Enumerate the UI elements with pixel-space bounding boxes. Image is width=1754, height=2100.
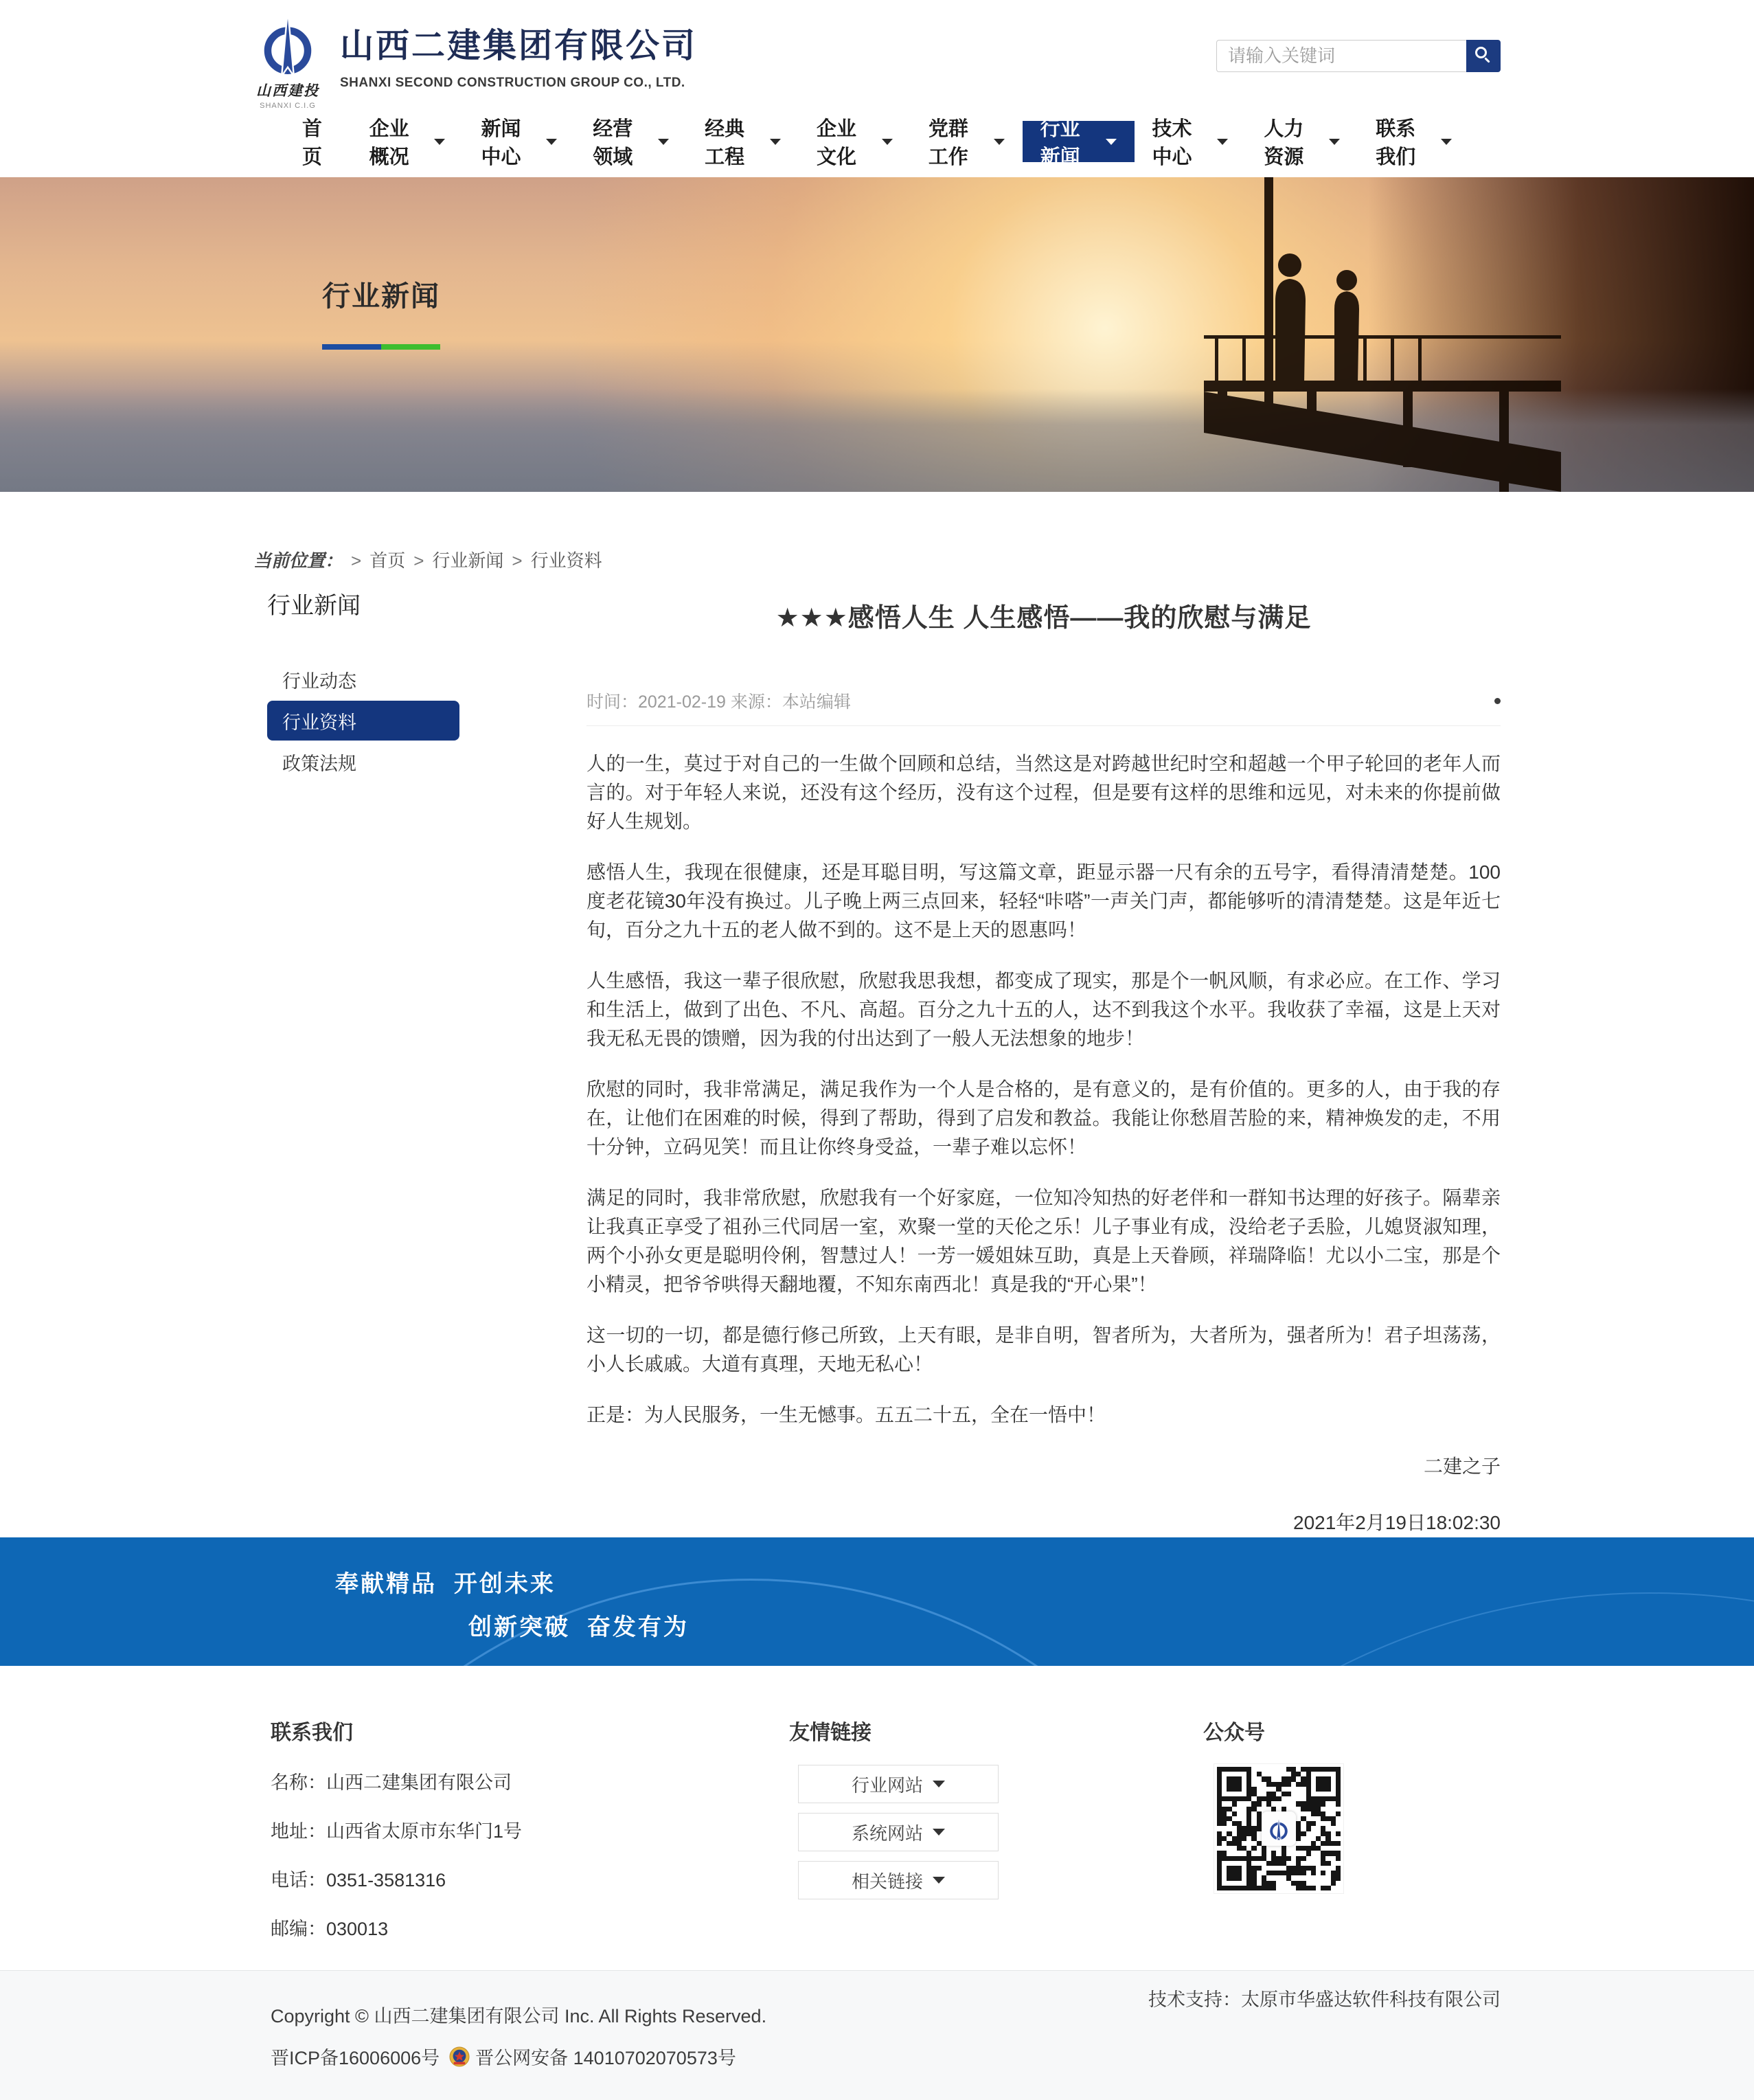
sidebar-item[interactable] xyxy=(267,701,459,741)
footer-link-dropdown-label: 相关链接 xyxy=(851,1871,923,1892)
article-paragraph: 人的一生，莫过于对自己的一生做个回顾和总结，当然这是对跨越世纪时空和超越一个甲子轮回的老年人而言的。对于年轻人来说，还没有这个经历，没有这个过程，但是要有这样的思维和远见，对未来的你提前做好人生规划。 xyxy=(586,753,1501,832)
footer xyxy=(0,1666,1754,1970)
site-header xyxy=(0,0,1754,177)
article-paragraph: 这一切的一切，都是德行修己所致，上天有眼，是非自明，智者所为，大者所为，强者所为！君子坦荡荡，小人长戚戚。大道有真理，天地无私心！ xyxy=(586,1324,1501,1375)
footer-link-dropdown[interactable] xyxy=(798,1813,999,1851)
title-underline xyxy=(322,344,440,350)
nav-item[interactable] xyxy=(1023,118,1135,168)
bottom-bar xyxy=(0,1970,1754,2100)
slogan-line-2: 创新突破 奋发有为 xyxy=(468,1614,689,1640)
police-record-link[interactable]: 晋公网安备 14010702070573号 xyxy=(475,2048,736,2068)
underline-green xyxy=(381,344,440,350)
footer-qr xyxy=(1203,1715,1344,1941)
sidebar-item-label: 行业资料 xyxy=(282,712,356,733)
qr-code xyxy=(1214,1763,1344,1894)
footer-qr-title: 公众号 xyxy=(1203,1721,1265,1744)
company-logo-icon xyxy=(259,10,317,78)
breadcrumb-item xyxy=(343,550,405,571)
search-icon xyxy=(1475,47,1487,58)
sidebar-item[interactable] xyxy=(267,659,459,699)
nav-item[interactable] xyxy=(575,118,687,168)
article-paragraph: 人生感悟，我这一辈子很欣慰，欣慰我思我想，都变成了现实，那是个一帆风顺，有求必应。在工作、学习和生活上，做到了出色、不凡、高超。百分之九十五的人，达不到我这个水平。我收获了幸福，这是上天对我无私无畏的馈赠，因为我的付出达到了一般人无法想象的地步！ xyxy=(586,970,1501,1049)
breadcrumb-item xyxy=(503,550,602,571)
divider xyxy=(586,725,1501,726)
chevron-down-icon xyxy=(434,139,445,145)
contact-line: 邮编：030013 xyxy=(271,1919,389,1939)
nav-item-label: 技术中心 xyxy=(1152,118,1192,168)
breadcrumb-label: 当前位置： xyxy=(253,550,343,571)
chevron-down-icon xyxy=(994,139,1005,145)
article-paragraph: 满足的同时，我非常欣慰，欣慰我有一个好家庭，一位知冷知热的好老伴和一群知书达理的好孩子。隔辈亲让我真正享受了祖孙三代同居一室，欢聚一堂的天伦之乐！儿子事业有成，没给老子丢脸，儿媳贤淑知理，两个小孙女更是聪明伶俐，智慧过人！一芳一媛姐妹互助，真是上天眷顾，祥瑞降临！尤以小二宝，那是个小精灵，把爷爷哄得天翻地覆，不知东南西北！真是我的“开心果”！ xyxy=(586,1187,1501,1295)
search-bar xyxy=(1216,40,1501,72)
article-paragraph: 感悟人生，我现在很健康，还是耳聪目明，写这篇文章，距显示器一尺有余的五号字，看得清清楚楚。100度老花镜30年没有换过。儿子晚上两三点回来，轻轻“咔嗒”一声关门声，都能够听的清清楚楚。这是年近七旬，百分之九十五的老人做不到的。这不是上天的恩惠吗！ xyxy=(586,861,1501,940)
contact-line: 名称：山西二建集团有限公司 xyxy=(271,1772,512,1793)
breadcrumb-item xyxy=(405,550,503,571)
sidebar-item[interactable] xyxy=(267,742,459,782)
police-badge-icon xyxy=(449,2046,470,2067)
tech-support: 技术支持：太原市华盛达软件科技有限公司 xyxy=(1148,1989,1501,2010)
footer-link-dropdown-label: 系统网站 xyxy=(851,1822,923,1844)
nav-item-label: 经典工程 xyxy=(705,118,745,168)
article-meta: 时间：2021-02-19 来源：本站编辑 xyxy=(586,692,851,712)
nav-item[interactable] xyxy=(1246,118,1358,168)
article-title: ★★★感悟人生 人生感悟——我的欣慰与满足 xyxy=(775,604,1312,633)
nav-item-label: 联系我们 xyxy=(1376,118,1416,168)
nav-item-label: 企业文化 xyxy=(816,118,856,168)
breadcrumb-link[interactable]: 行业新闻 xyxy=(432,550,504,571)
nav-item-label: 人力资源 xyxy=(1264,118,1304,168)
sidebar xyxy=(267,591,459,783)
nav-item-label: 首页 xyxy=(302,118,323,168)
dot-icon xyxy=(1494,698,1501,704)
nav-item-label: 经营领域 xyxy=(593,118,633,168)
search-button[interactable] xyxy=(1466,40,1501,72)
contact-line: 电话：0351-3581316 xyxy=(271,1870,446,1890)
nav-item[interactable] xyxy=(799,118,911,168)
footer-link-dropdown[interactable] xyxy=(798,1765,999,1803)
chevron-down-icon xyxy=(770,139,781,145)
breadcrumb-separator: > xyxy=(413,550,424,571)
search-input[interactable] xyxy=(1216,40,1466,72)
sidebar-menu xyxy=(267,659,459,782)
nav-item[interactable] xyxy=(687,118,799,168)
footer-links xyxy=(789,1715,1002,1941)
logo-caption: SHANXI C.I.G xyxy=(260,102,316,110)
article-datetime: 2021年2月19日18:02:30 xyxy=(1293,1512,1501,1533)
chevron-down-icon xyxy=(933,1877,945,1884)
nav-item[interactable] xyxy=(463,118,575,168)
chevron-down-icon xyxy=(1106,139,1117,145)
footer-link-dropdown[interactable] xyxy=(798,1861,999,1899)
nav-item[interactable] xyxy=(284,118,352,168)
article-paragraph: 正是：为人民服务，一生无憾事。五五二十五，全在一悟中！ xyxy=(586,1404,1106,1425)
page-title: 行业新闻 xyxy=(322,280,440,312)
footer-contact-title: 联系我们 xyxy=(271,1721,353,1744)
company-logo-icon xyxy=(253,10,322,110)
nav-item[interactable] xyxy=(1358,118,1470,168)
breadcrumb-link[interactable]: 行业资料 xyxy=(530,550,602,571)
chevron-down-icon xyxy=(1217,139,1228,145)
nav-item[interactable] xyxy=(911,118,1023,168)
breadcrumb-separator: > xyxy=(512,550,523,571)
chevron-down-icon xyxy=(1329,139,1340,145)
nav-item-label: 新闻中心 xyxy=(481,118,521,168)
icp-link[interactable]: 晋ICP备16006006号 xyxy=(271,2048,440,2068)
sidebar-title: 行业新闻 xyxy=(267,593,361,619)
sidebar-item-label: 行业动态 xyxy=(282,670,356,692)
company-logo-icon xyxy=(1268,1816,1289,1842)
footer-contact xyxy=(271,1715,655,1941)
nav-item[interactable] xyxy=(352,118,464,168)
chevron-down-icon xyxy=(933,1781,945,1787)
site-logo[interactable] xyxy=(253,10,697,110)
article-body xyxy=(586,749,1501,1430)
logo-calligraphy: 山西建投 xyxy=(256,83,319,99)
sidebar-item-label: 政策法规 xyxy=(282,753,356,774)
footer-link-dropdown-label: 行业网站 xyxy=(851,1774,923,1796)
page-banner xyxy=(0,177,1754,492)
chevron-down-icon xyxy=(933,1829,945,1836)
contact-line: 地址：山西省太原市东华门1号 xyxy=(271,1821,523,1842)
copyright-text: Copyright © 山西二建集团有限公司 Inc. All Rights Reserved. xyxy=(271,2006,767,2026)
chevron-down-icon xyxy=(882,139,893,145)
article-signature: 二建之子 xyxy=(1423,1456,1501,1477)
nav-item-label: 行业新闻 xyxy=(1040,118,1080,168)
qr-center-logo xyxy=(1262,1811,1296,1846)
nav-item-label: 党群工作 xyxy=(928,118,968,168)
chevron-down-icon xyxy=(658,139,669,145)
breadcrumb-separator: > xyxy=(351,550,362,571)
article-paragraph: 欣慰的同时，我非常满足，满足我作为一个人是合格的，是有意义的，是有价值的。更多的人，由于我的存在，让他们在困难的时候，得到了帮助，得到了启发和教益。我能让你愁眉苦脸的来，精神焕发的走，不用十分钟，立码见笑！而且让你终身受益，一辈子难以忘怀！ xyxy=(586,1079,1501,1158)
chevron-down-icon xyxy=(1441,139,1452,145)
underline-blue xyxy=(322,344,381,350)
slogan-line-1: 奉献精品 开创未来 xyxy=(335,1571,556,1597)
nav-item-label: 企业概况 xyxy=(369,118,409,168)
article xyxy=(586,591,1501,1535)
footer-links-title: 友情链接 xyxy=(789,1721,872,1744)
breadcrumb-link[interactable]: 首页 xyxy=(369,550,406,571)
company-name: 山西二建集团有限公司 xyxy=(340,27,698,65)
company-name-en: SHANXI SECOND CONSTRUCTION GROUP CO., LTD. xyxy=(340,76,685,90)
nav-item[interactable] xyxy=(1135,118,1246,168)
breadcrumb xyxy=(253,547,1501,571)
main-nav xyxy=(253,118,1501,168)
chevron-down-icon xyxy=(546,139,557,145)
slogan-band xyxy=(0,1537,1754,1666)
